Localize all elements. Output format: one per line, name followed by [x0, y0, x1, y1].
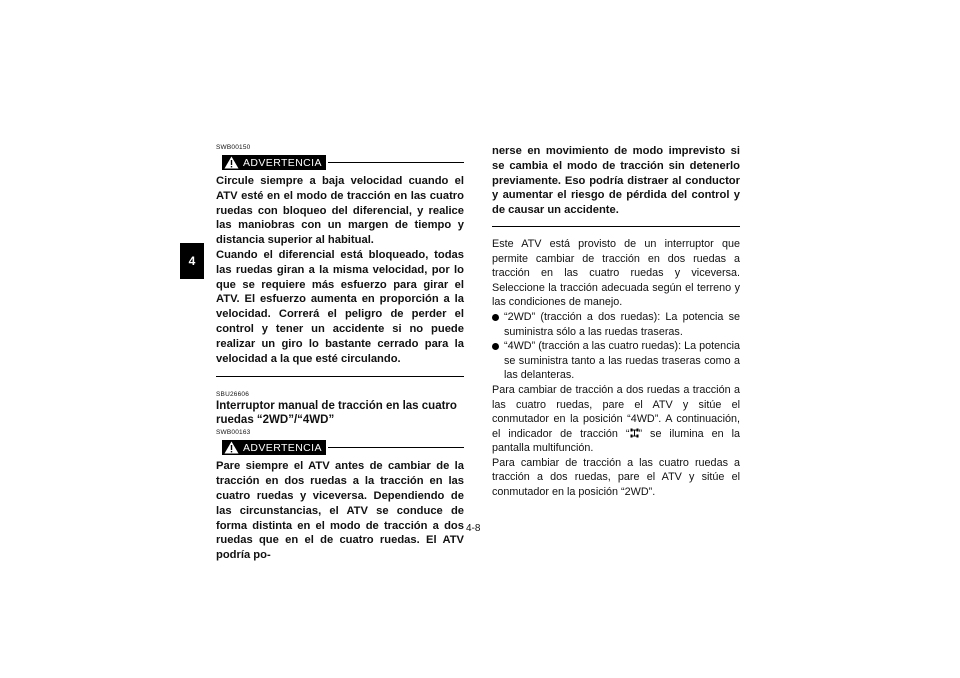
- warning-code: SWB00163: [216, 429, 251, 437]
- warning-triangle-icon: [224, 156, 239, 169]
- section-title: Interruptor manual de tracción en las cuatro ruedas “2WD”/“4WD”: [216, 400, 457, 427]
- warning-badge: [222, 155, 326, 170]
- paragraph-4wd-start: Para cambiar de tracción a dos ruedas a tracción a las cuatro ruedas, pare el ATV y sitúe el conmutador en la posición “4WD”. A continuación, el indicador de tracción “: [492, 383, 740, 440]
- chapter-tab: 4: [180, 243, 204, 279]
- warning-end-rule: [492, 226, 740, 227]
- warning-line: [328, 447, 464, 448]
- list-item-text: “4WD” (tracción a las cuatro ruedas): La potencia se suministra tanto a las ruedas traseras como a las delanteras.: [504, 340, 740, 382]
- warning-label: ADVERTENCIA: [243, 156, 322, 169]
- warning-badge: [222, 440, 326, 455]
- paragraph-4wd-end: ” se ilumina en la pantalla multifunción.: [492, 427, 740, 455]
- bullet-icon: [492, 343, 499, 350]
- warning-text: Circule siempre a baja velocidad cuando el ATV esté en el modo de tracción en las cuatro ruedas con bloqueo del diferencial, y realice las maniobras con un margen de tiempo y distancia superior al habitual.: [216, 175, 464, 247]
- warning-text-continued: nerse en movimiento de modo imprevisto si se cambia el modo de tracción sin detenerlo previamente. Eso podría distraer al conductor y aumentar el riesgo de pérdida del control y de causar un accidente.: [492, 145, 740, 217]
- warning-text: Cuando el diferencial está bloqueado, todas las ruedas giran a la misma velocidad, por lo que se requiere más esfuerzo para girar el ATV. El esfuerzo aumenta en proporción a la velocidad. Correrá el peligro de perder el control y tener un accidente si no puede realizar un giro lo bastante cerrado para la velocidad a la que esté circulando.: [216, 248, 464, 365]
- warning-code: SWB00150: [216, 144, 251, 151]
- list-item: [492, 310, 740, 339]
- 4wd-indicator-icon: [630, 428, 639, 438]
- warning-line: [328, 162, 464, 163]
- list-item: [492, 339, 740, 383]
- section-code: SBU26606: [216, 391, 250, 399]
- warning-header: [222, 440, 464, 455]
- warning-triangle-icon: [224, 441, 239, 454]
- intro-paragraph: Este ATV está provisto de un interruptor que permite cambiar de tracción en dos ruedas a tracción en las cuatro ruedas y viceversa. Seleccione la tracción adecuada según el terreno y las condiciones de manejo.: [492, 237, 740, 309]
- right-column: [492, 144, 740, 500]
- warning-text: Pare siempre el ATV antes de cambiar de la tracción en dos ruedas a la tracción en las cuatro ruedas y viceversa. Dependiendo de las circunstancias, el ATV se conduce de forma distinta en el modo de tracción a dos ruedas que en el de cuatro ruedas. El ATV podría po-: [216, 460, 464, 562]
- bullet-icon: [492, 314, 499, 321]
- left-column: [216, 144, 464, 563]
- warning-label: ADVERTENCIA: [243, 441, 322, 454]
- list-item-text: “2WD” (tracción a dos ruedas): La potencia se suministra sólo a las ruedas traseras.: [504, 310, 740, 338]
- warning-end-rule: [216, 376, 464, 377]
- paragraph-2wd: Para cambiar de tracción a las cuatro ruedas a tracción a dos ruedas, pare el ATV y sitúe el conmutador en la posición “2WD”.: [492, 456, 740, 499]
- paragraph-4wd: [492, 383, 740, 456]
- page-number: 4-8: [466, 523, 481, 534]
- warning-header: [222, 155, 464, 170]
